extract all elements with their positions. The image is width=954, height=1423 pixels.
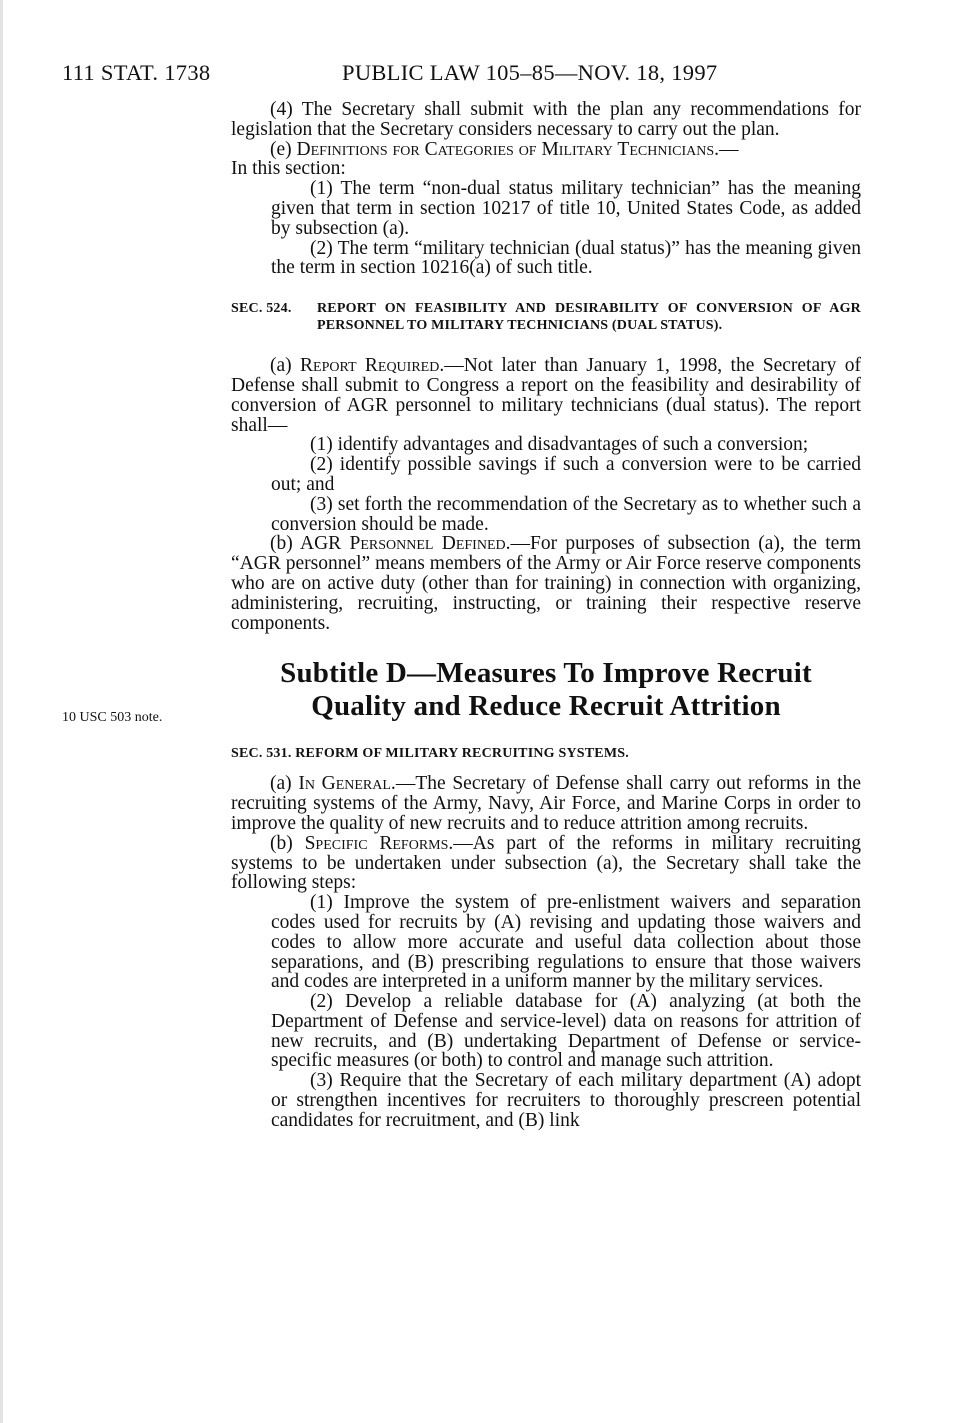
subsection-531a-heading: In General. xyxy=(298,773,396,795)
paragraph-524a3: (3) set forth the recommendation of the Secretary as to whether such a conversion should be made. xyxy=(271,493,861,535)
subsection-531a-text: —The Secretary of Defense shall carry out reforms in the recruiting systems of the Army, Navy, Air Force, and Marine Corps in order to improve the quality of new recruits and to reduce attrition among recruits. xyxy=(231,773,861,834)
subsection-e: (e) Definitions for Categories of Military Technicians.— In this section: xyxy=(231,138,739,180)
margin-note: 10 USC 503 note. xyxy=(62,710,163,725)
section-524-heading xyxy=(231,300,861,334)
paragraph-531b2: (2) Develop a reliable database for (A) analyzing (at both the Department of Defense and service-level) data on reasons for attrition of new recruits, and (B) undertaking Department of Defense or service-specific measures (or both) to control and manage such attrition. xyxy=(271,991,861,1072)
paragraph-531b3: (3) Require that the Secretary of each military department (A) adopt or strengthen incentives for recruiters to thoroughly prescreen potential candidates for recruitment, and (B) link xyxy=(271,1070,861,1131)
subsection-524b-text: —For purposes of subsection (a), the term “AGR personnel” means members of the Army or Air Force reserve components who are on active duty (other than for training) in connection with organizing, administering, recruiting, instructing, or training their respective reserve components. xyxy=(231,533,861,634)
page-edge xyxy=(0,0,3,1423)
subsection-531b: (b) Specific Reforms.—As part of the reforms in military recruiting systems to be undertaken under subsection (a), the Secretary shall take the following steps: xyxy=(231,832,861,894)
subsection-524a: (a) Report Required.—Not later than January 1, 1998, the Secretary of Defense shall submit to Congress a report on the feasibility and desirability of conversion of AGR personnel to military technicians (dual status). The report shall— xyxy=(231,355,861,436)
stat-citation: 111 STAT. 1738 xyxy=(62,60,211,85)
section-531-title: REFORM OF MILITARY RECRUITING SYSTEMS. xyxy=(295,746,629,762)
subtitle-line-2: Quality and Reduce Recruit Attrition xyxy=(311,690,781,723)
subtitle-line-1: Subtitle D—Measures To Improve Recruit xyxy=(280,657,812,690)
subtitle-heading xyxy=(231,657,861,723)
subsection-524a-text: —Not later than January 1, 1998, the Secretary of Defense shall submit to Congress a report on the feasibility and desirability of conversion of AGR personnel to military technicians (dual status). The report shall— xyxy=(231,355,861,436)
paragraph-524a2: (2) identify possible savings if such a conversion were to be carried out; and xyxy=(271,454,861,495)
running-header xyxy=(62,60,718,86)
subsection-524b: (b) AGR Personnel Defined.—For purposes of subsection (a), the term “AGR personnel” means members of the Army or Air Force reserve components who are on active duty (other than for training) in connection with organizing, administering, recruiting, instructing, or training their respective reserve components. xyxy=(231,533,861,634)
subsection-e-text: In this section: xyxy=(231,158,346,180)
paragraph-d4: (4) The Secretary shall submit with the plan any recommendations for legislation that the Secretary considers necessary to carry out the plan. xyxy=(231,99,861,140)
subsection-524b-heading: Personnel Defined. xyxy=(349,533,511,555)
subsection-531b-heading: Specific Reforms. xyxy=(304,832,454,854)
paragraph-524a1: (1) identify advantages and disadvantages of such a conversion; xyxy=(310,434,809,456)
section-531-heading xyxy=(231,745,861,762)
subsection-531b-text: —As part of the reforms in military recruiting systems to be undertaken under subsection (a), the Secretary shall take the following steps: xyxy=(231,832,861,894)
section-524-number: SEC. 524. xyxy=(231,301,292,317)
body-text xyxy=(231,100,861,1131)
subsection-531a: (a) In General.—The Secretary of Defense shall carry out reforms in the recruiting systems of the Army, Navy, Air Force, and Marine Corps in order to improve the quality of new recruits and to reduce attrition among recruits. xyxy=(231,773,861,834)
section-524-title: REPORT ON FEASIBILITY AND DESIRABILITY OF CONVERSION OF AGR PERSONNEL TO MILITARY TECHNICIANS (DUAL STATUS). xyxy=(317,301,861,334)
section-531-number: SEC. 531. xyxy=(231,746,292,762)
subsection-524a-heading: Report Required. xyxy=(300,355,445,377)
paragraph-531b1: (1) Improve the system of pre-enlistment waivers and separation codes used for recruits by (A) revising and updating those waivers and codes to allow more accurate and useful data collection about those separations, and (B) prescribing regulations to ensure that those waivers and codes are interpreted in a uniform manner by the military services. xyxy=(271,892,861,993)
law-title: PUBLIC LAW 105–85—NOV. 18, 1997 xyxy=(342,60,718,85)
subsection-e-heading: Definitions for Categories of Military Technicians. xyxy=(296,138,719,160)
paragraph-e2: (2) The term “military technician (dual status)” has the meaning given the term in section 10216(a) of such title. xyxy=(271,237,861,279)
paragraph-e1: (1) The term “non-dual status military technician” has the meaning given that term in section 10217 of title 10, United States Code, as added by subsection (a). xyxy=(271,178,861,239)
